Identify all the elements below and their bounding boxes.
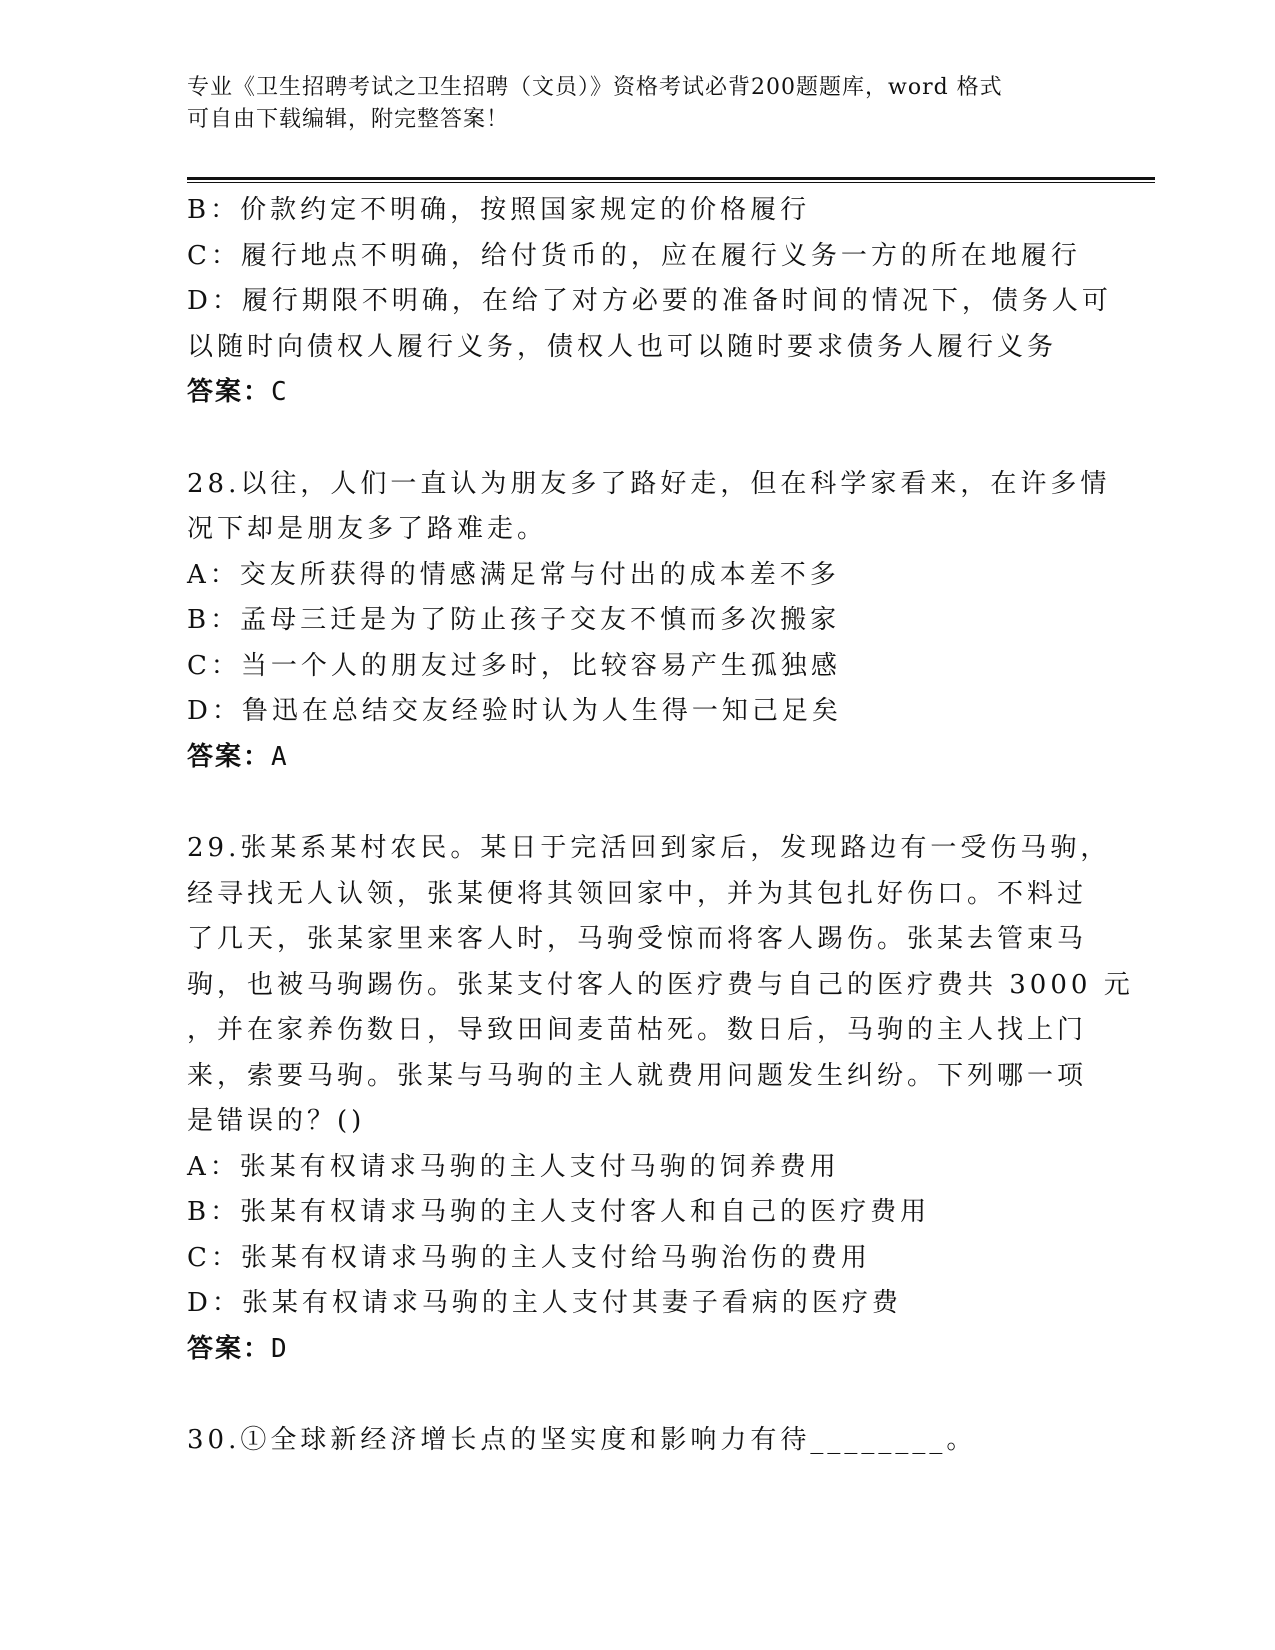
option-b: B：孟母三迁是为了防止孩子交友不慎而多次搬家 xyxy=(187,605,841,635)
answer-line xyxy=(187,1327,1067,1373)
page-header xyxy=(187,72,1067,136)
prev-question xyxy=(187,188,1112,416)
option-b: B：张某有权请求马驹的主人支付客人和自己的医疗费用 xyxy=(187,1197,931,1227)
answer-line xyxy=(187,735,1067,781)
option-a: A：交友所获得的情感满足常与付出的成本差不多 xyxy=(187,559,840,590)
option-a: A：张某有权请求马驹的主人支付马驹的饲养费用 xyxy=(187,1151,840,1182)
question-stem-line-1: 28.以往，人们一直认为朋友多了路好走，但在科学家看来，在许多情 xyxy=(187,468,1111,499)
question-29 xyxy=(187,826,1134,1372)
question-28 xyxy=(187,462,1111,781)
question-stem-line-7: 是错误的？() xyxy=(187,1106,366,1136)
question-stem-line-3: 了几天，张某家里来客人时，马驹受惊而将客人踢伤。张某去管束马 xyxy=(187,924,1088,954)
question-stem-line-1: 29.张某系某村农民。某日于完活回到家后，发现路边有一受伤马驹， xyxy=(187,833,1111,863)
option-c: C：履行地点不明确，给付货币的，应在履行义务一方的所在地履行 xyxy=(187,240,1081,271)
question-stem-line-5: ，并在家养伤数日，导致田间麦苗枯死。数日后，马驹的主人找上门 xyxy=(187,1015,1088,1045)
question-stem-line-2: 经寻找无人认领，张某便将其领回家中，并为其包扎好伤口。不料过 xyxy=(187,878,1088,909)
header-rule-thin xyxy=(187,182,1155,183)
option-b: B：价款约定不明确，按照国家规定的价格履行 xyxy=(187,195,811,225)
question-stem-line-6: 来，索要马驹。张某与马驹的主人就费用问题发生纠纷。下列哪一项 xyxy=(187,1060,1088,1091)
question-stem-line-1: 30.①全球新经济增长点的坚实度和影响力有待________。 xyxy=(187,1425,977,1455)
header-line-1: 专业《卫生招聘考试之卫生招聘（文员）》资格考试必背200题题库，word 格式 xyxy=(187,75,1003,100)
answer-value: A xyxy=(271,741,289,772)
header-rule-thick xyxy=(187,177,1155,180)
option-d-line-2: 以随时向债权人履行义务，债权人也可以随时要求债务人履行义务 xyxy=(187,331,1058,362)
question-stem-line-2: 况下却是朋友多了路难走。 xyxy=(187,514,548,544)
option-c: C：张某有权请求马驹的主人支付给马驹治伤的费用 xyxy=(187,1242,871,1273)
answer-label: 答案： xyxy=(187,377,272,407)
option-c: C：当一个人的朋友过多时，比较容易产生孤独感 xyxy=(187,650,841,681)
answer-line xyxy=(187,370,1067,416)
answer-label: 答案： xyxy=(187,741,272,772)
question-30 xyxy=(187,1418,1067,1464)
answer-value: D xyxy=(271,1333,289,1364)
document-body xyxy=(187,188,1134,1464)
question-stem-line-4: 驹，也被马驹踢伤。张某支付客人的医疗费与自己的医疗费共 3000 元 xyxy=(187,969,1134,1000)
answer-label: 答案： xyxy=(187,1333,272,1364)
header-line-2: 可自由下载编辑，附完整答案！ xyxy=(187,107,510,132)
option-d-line-1: D：履行期限不明确，在给了对方必要的准备时间的情况下，债务人可 xyxy=(187,286,1112,316)
option-d: D：鲁迅在总结交友经验时认为人生得一知己足矣 xyxy=(187,696,842,726)
answer-value: C xyxy=(271,377,289,407)
option-d: D：张某有权请求马驹的主人支付其妻子看病的医疗费 xyxy=(187,1288,902,1318)
